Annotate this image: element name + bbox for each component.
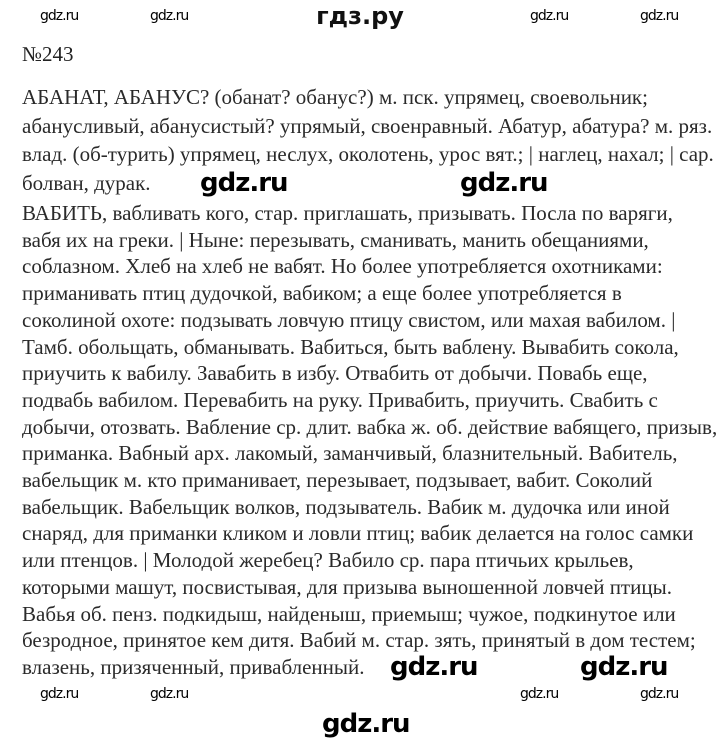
watermark: gdz.ru — [530, 8, 569, 24]
text-line: вабельщик м. кто приманивает, перезывает, подзывает, вабит. Соколий — [22, 468, 653, 493]
text-line: приманивать птиц дудочкой, вабиком; а еще более употребляется в — [22, 281, 622, 306]
text-line: влазень, призяченный, привабленный. — [22, 654, 365, 679]
text-line: добычи, отозвать. Вабление ср. длит. вабка ж. об. действие вабящего, призыв, — [22, 414, 718, 439]
text-line: АБАНАТ, АБАНУС? (обанат? обанус?) м. пск. упрямец, своевольник; — [22, 85, 648, 109]
text-line: соблазном. Хлеб на хлеб не вабят. Но более употребляется охотниками: — [22, 254, 663, 279]
watermark: gdz.ru — [640, 686, 679, 702]
text-line: вабельщик. Вабельщик волков, подзыватель. Вабик м. дудочка или иной — [22, 494, 670, 519]
text-line: болван, дурак. — [22, 170, 151, 195]
watermark: gdz.ru — [322, 709, 410, 739]
paragraph-abanat — [22, 83, 714, 197]
watermark: gdz.ru — [40, 8, 79, 24]
task-number: №243 — [22, 42, 74, 66]
watermark: gdz.ru — [460, 168, 548, 198]
watermark: gdz.ru — [150, 686, 189, 702]
watermark: gdz.ru — [520, 686, 559, 702]
text-line: ВАБИТЬ, вабливать кого, стар. приглашать, призывать. Посла по варяги, — [22, 201, 673, 225]
text-line: или птенцов. | Молодой жеребец? Вабило ср. пара птичьих крыльев, — [22, 548, 634, 573]
text-line: вабя их на греки. | Ныне: перезывать, сманивать, манить обещаниями, — [22, 227, 649, 252]
text-line: подвабь вабилом. Перевабить на руку. Привабить, приучить. Свабить с — [22, 387, 658, 412]
text-line: Вабья об. пенз. подкидыш, найденыш, приемыш; чужое, подкинутое или — [22, 601, 676, 626]
text-line: которыми машут, посвистывая, для призыва выношенной ловчей птицы. — [22, 574, 672, 599]
text-line: влад. (об-турить) упрямец, неслух, околотень, урос вят.; | наглец, нахал; | сар. — [22, 142, 714, 167]
watermark: gdz.ru — [40, 686, 79, 702]
text-line: приучить к вабилу. Завабить в избу. Отвабить от добычи. Повабь еще, — [22, 361, 648, 386]
text-line: снаряд, для приманки кликом и ловли птиц; вабик делается на голос самки — [22, 521, 694, 546]
text-line: безродное, принятое кем дитя. Вабий м. стар. зять, принятый в дом тестем; — [22, 628, 696, 653]
watermark: gdz.ru — [390, 652, 478, 682]
text-line: Тамб. обольщать, обманывать. Вабиться, быть ваблену. Вывабить сокола, — [22, 334, 679, 359]
watermark: gdz.ru — [640, 8, 679, 24]
text-line: приманка. Вабный арх. лакомый, заманчивый, блазнительный. Вабитель, — [22, 441, 678, 466]
site-title: гдз.ру — [316, 2, 404, 30]
text-line: абанусливый, абанусистый? упрямый, своенравный. Абатур, абатура? м. ряз. — [22, 113, 713, 138]
watermark: gdz.ru — [580, 652, 668, 682]
watermark: gdz.ru — [200, 168, 288, 198]
paragraph-vabit — [22, 200, 717, 681]
watermark: gdz.ru — [150, 8, 189, 24]
text-line: соколиной охоте: подзывать ловчую птицу свистом, или махая вабилом. | — [22, 307, 676, 332]
